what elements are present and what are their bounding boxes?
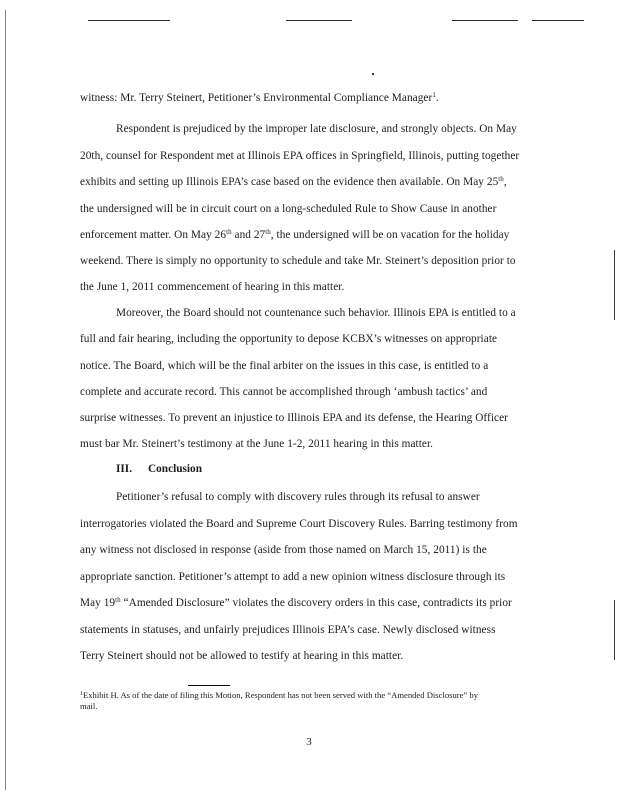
paragraph-2-line-4: the undersigned will be in circuit court on a long-scheduled Rule to Show Cause in another [80,203,497,215]
ordinal-suffix: th [498,175,504,183]
paragraph-3-line-2: full and fair hearing, including the opportunity to depose KCBX’s witnesses on appropriate [80,333,498,345]
paragraph-4-line-3: any witness not disclosed in response (aside from those named on March 15, 2011) is the [80,544,487,556]
scan-right-edge-mark-2 [614,600,615,660]
section-number: III. [116,463,133,475]
page-number: 3 [306,736,312,748]
text-run: May 19 [80,597,116,609]
paragraph-2-line-1: Respondent is prejudiced by the improper late disclosure, and strongly objects. On May [116,123,517,135]
paragraph-4-line-6: statements in statuses, and unfairly prejudices Illinois EPA’s case. Newly disclosed witness [80,624,496,636]
scan-top-rule-4 [532,20,584,21]
paragraph-3-line-5: surprise witnesses. To prevent an injustice to Illinois EPA and its defense, the Hearing Officer [80,412,508,424]
ordinal-suffix: th [265,228,271,236]
scan-top-rule-2 [286,20,352,21]
scan-top-rule-3 [452,20,518,21]
footnote-line-1 [80,690,478,701]
scan-left-edge [5,10,6,790]
text-run: and 27 [231,229,266,241]
paragraph-2-line-2: 20th, counsel for Respondent met at Illinois EPA offices in Springfield, Illinois, putting together [80,150,520,162]
witness-line-text: witness: Mr. Terry Steinert, Petitioner’s Environmental Compliance Manager [80,92,433,104]
paragraph-4-line-2: interrogatories violated the Board and Supreme Court Discovery Rules. Barring testimony from [80,518,518,530]
paragraph-3-line-6: must bar Mr. Steinert’s testimony at the June 1-2, 2011 hearing in this matter. [80,438,434,450]
text-run: , the undersigned will be on vacation for the holiday [270,229,510,241]
paragraph-4-line-4: appropriate sanction. Petitioner’s attempt to add a new opinion witness disclosure through its [80,571,506,583]
ordinal-suffix: th [115,596,121,604]
paragraph-3-line-4: complete and accurate record. This cannot be accomplished through ‘ambush tactics’ and [80,386,488,398]
footnote-separator [188,685,230,686]
paragraph-2-line-6: weekend. There is simply no opportunity to schedule and take Mr. Steinert’s deposition prior to [80,255,516,267]
paragraph-4-line-5 [80,596,512,610]
paragraph-3-line-1: Moreover, the Board should not countenance such behavior. Illinois EPA is entitled to a [116,307,516,319]
paragraph-3-line-3: notice. The Board, which will be the final arbiter on the issues in this case, is entitled to a [80,360,489,372]
paragraph-2-line-7: the June 1, 2011 commencement of hearing in this matter. [80,281,345,293]
section-title: Conclusion [148,463,202,475]
footnote-reference: 1 [432,91,436,99]
text-run: exhibits and setting up Illinois EPA’s case based on the evidence then available. On May 25 [80,176,499,188]
paragraph-4-line-7: Terry Steinert should not be allowed to testify at hearing in this matter. [80,650,404,662]
ordinal-suffix: th [226,228,232,236]
text-run: enforcement matter. On May 26 [80,229,227,241]
footnote-line-2: mail. [80,701,98,711]
paragraph-1-line-1: witness: Mr. Terry Steinert, Petitioner’s Environmental Compliance Manager$^1$. [80,91,439,104]
scan-top-rule-1 [88,20,170,21]
scan-right-edge-mark-1 [614,250,615,320]
footnote-text: Exhibit H. As of the date of filing this Motion, Respondent has not been served with the “Amended Disclosure” by [83,690,479,700]
footnote-marker: 1 [80,691,83,697]
scan-speck [372,73,374,75]
text-run: “Amended Disclosure” violates the discovery orders in this case, contradicts its prior [120,597,512,609]
paragraph-2-line-3 [80,175,507,189]
paragraph-4-line-1: Petitioner’s refusal to comply with discovery rules through its refusal to answer [116,491,480,503]
paragraph-2-line-5 [80,228,509,242]
text-run: , [503,176,507,188]
